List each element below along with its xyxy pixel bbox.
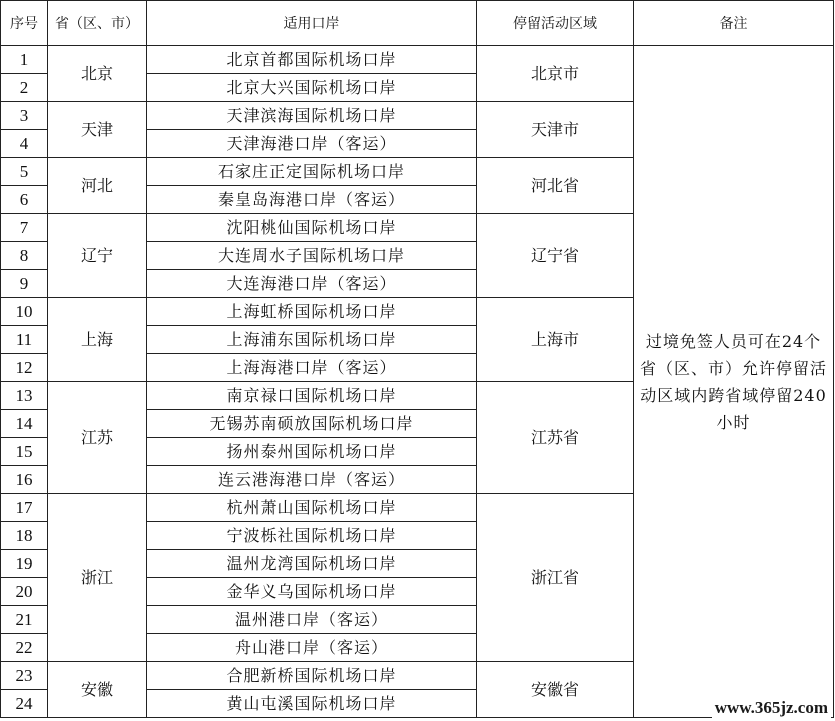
province-cell: 河北	[48, 158, 147, 214]
row-index: 19	[1, 550, 48, 578]
table-body	[1, 46, 834, 718]
port-cell: 上海海港口岸（客运）	[147, 354, 477, 382]
row-index: 16	[1, 466, 48, 494]
province-cell: 江苏	[48, 382, 147, 494]
row-index: 9	[1, 270, 48, 298]
area-cell: 浙江省	[477, 494, 634, 662]
row-index: 17	[1, 494, 48, 522]
port-cell: 黄山屯溪国际机场口岸	[147, 690, 477, 718]
port-cell: 上海浦东国际机场口岸	[147, 326, 477, 354]
province-cell: 天津	[48, 102, 147, 158]
area-cell: 河北省	[477, 158, 634, 214]
row-index: 8	[1, 242, 48, 270]
port-cell: 合肥新桥国际机场口岸	[147, 662, 477, 690]
header-index: 序号	[1, 1, 48, 46]
port-cell: 秦皇岛海港口岸（客运）	[147, 186, 477, 214]
province-cell: 安徽	[48, 662, 147, 718]
row-index: 24	[1, 690, 48, 718]
row-index: 2	[1, 74, 48, 102]
row-index: 21	[1, 606, 48, 634]
port-cell: 无锡苏南硕放国际机场口岸	[147, 410, 477, 438]
row-index: 18	[1, 522, 48, 550]
remark-cell: 过境免签人员可在24个省（区、市）允许停留活动区域内跨省域停留240小时	[634, 46, 834, 718]
table-row	[1, 46, 834, 74]
header-province: 省（区、市）	[48, 1, 147, 46]
header-area: 停留活动区域	[477, 1, 634, 46]
row-index: 3	[1, 102, 48, 130]
port-cell: 温州龙湾国际机场口岸	[147, 550, 477, 578]
row-index: 12	[1, 354, 48, 382]
area-cell: 辽宁省	[477, 214, 634, 298]
port-cell: 石家庄正定国际机场口岸	[147, 158, 477, 186]
province-cell: 上海	[48, 298, 147, 382]
port-cell: 宁波栎社国际机场口岸	[147, 522, 477, 550]
row-index: 5	[1, 158, 48, 186]
area-cell: 江苏省	[477, 382, 634, 494]
row-index: 23	[1, 662, 48, 690]
port-cell: 杭州萧山国际机场口岸	[147, 494, 477, 522]
port-cell: 天津海港口岸（客运）	[147, 130, 477, 158]
row-index: 7	[1, 214, 48, 242]
port-cell: 连云港海港口岸（客运）	[147, 466, 477, 494]
port-cell: 温州港口岸（客运）	[147, 606, 477, 634]
row-index: 1	[1, 46, 48, 74]
watermark: www.365jz.com	[712, 697, 831, 719]
header-row	[1, 1, 834, 46]
port-cell: 上海虹桥国际机场口岸	[147, 298, 477, 326]
row-index: 10	[1, 298, 48, 326]
province-cell: 辽宁	[48, 214, 147, 298]
port-cell: 南京禄口国际机场口岸	[147, 382, 477, 410]
port-cell: 舟山港口岸（客运）	[147, 634, 477, 662]
port-cell: 沈阳桃仙国际机场口岸	[147, 214, 477, 242]
port-cell: 天津滨海国际机场口岸	[147, 102, 477, 130]
row-index: 22	[1, 634, 48, 662]
area-cell: 安徽省	[477, 662, 634, 718]
area-cell: 上海市	[477, 298, 634, 382]
province-cell: 浙江	[48, 494, 147, 662]
row-index: 20	[1, 578, 48, 606]
province-cell: 北京	[48, 46, 147, 102]
area-cell: 北京市	[477, 46, 634, 102]
port-cell: 大连周水子国际机场口岸	[147, 242, 477, 270]
port-cell: 金华义乌国际机场口岸	[147, 578, 477, 606]
port-cell: 北京首都国际机场口岸	[147, 46, 477, 74]
row-index: 15	[1, 438, 48, 466]
row-index: 13	[1, 382, 48, 410]
header-remark: 备注	[634, 1, 834, 46]
port-cell: 大连海港口岸（客运）	[147, 270, 477, 298]
header-port: 适用口岸	[147, 1, 477, 46]
row-index: 14	[1, 410, 48, 438]
row-index: 6	[1, 186, 48, 214]
port-cell: 北京大兴国际机场口岸	[147, 74, 477, 102]
area-cell: 天津市	[477, 102, 634, 158]
port-cell: 扬州泰州国际机场口岸	[147, 438, 477, 466]
row-index: 11	[1, 326, 48, 354]
row-index: 4	[1, 130, 48, 158]
